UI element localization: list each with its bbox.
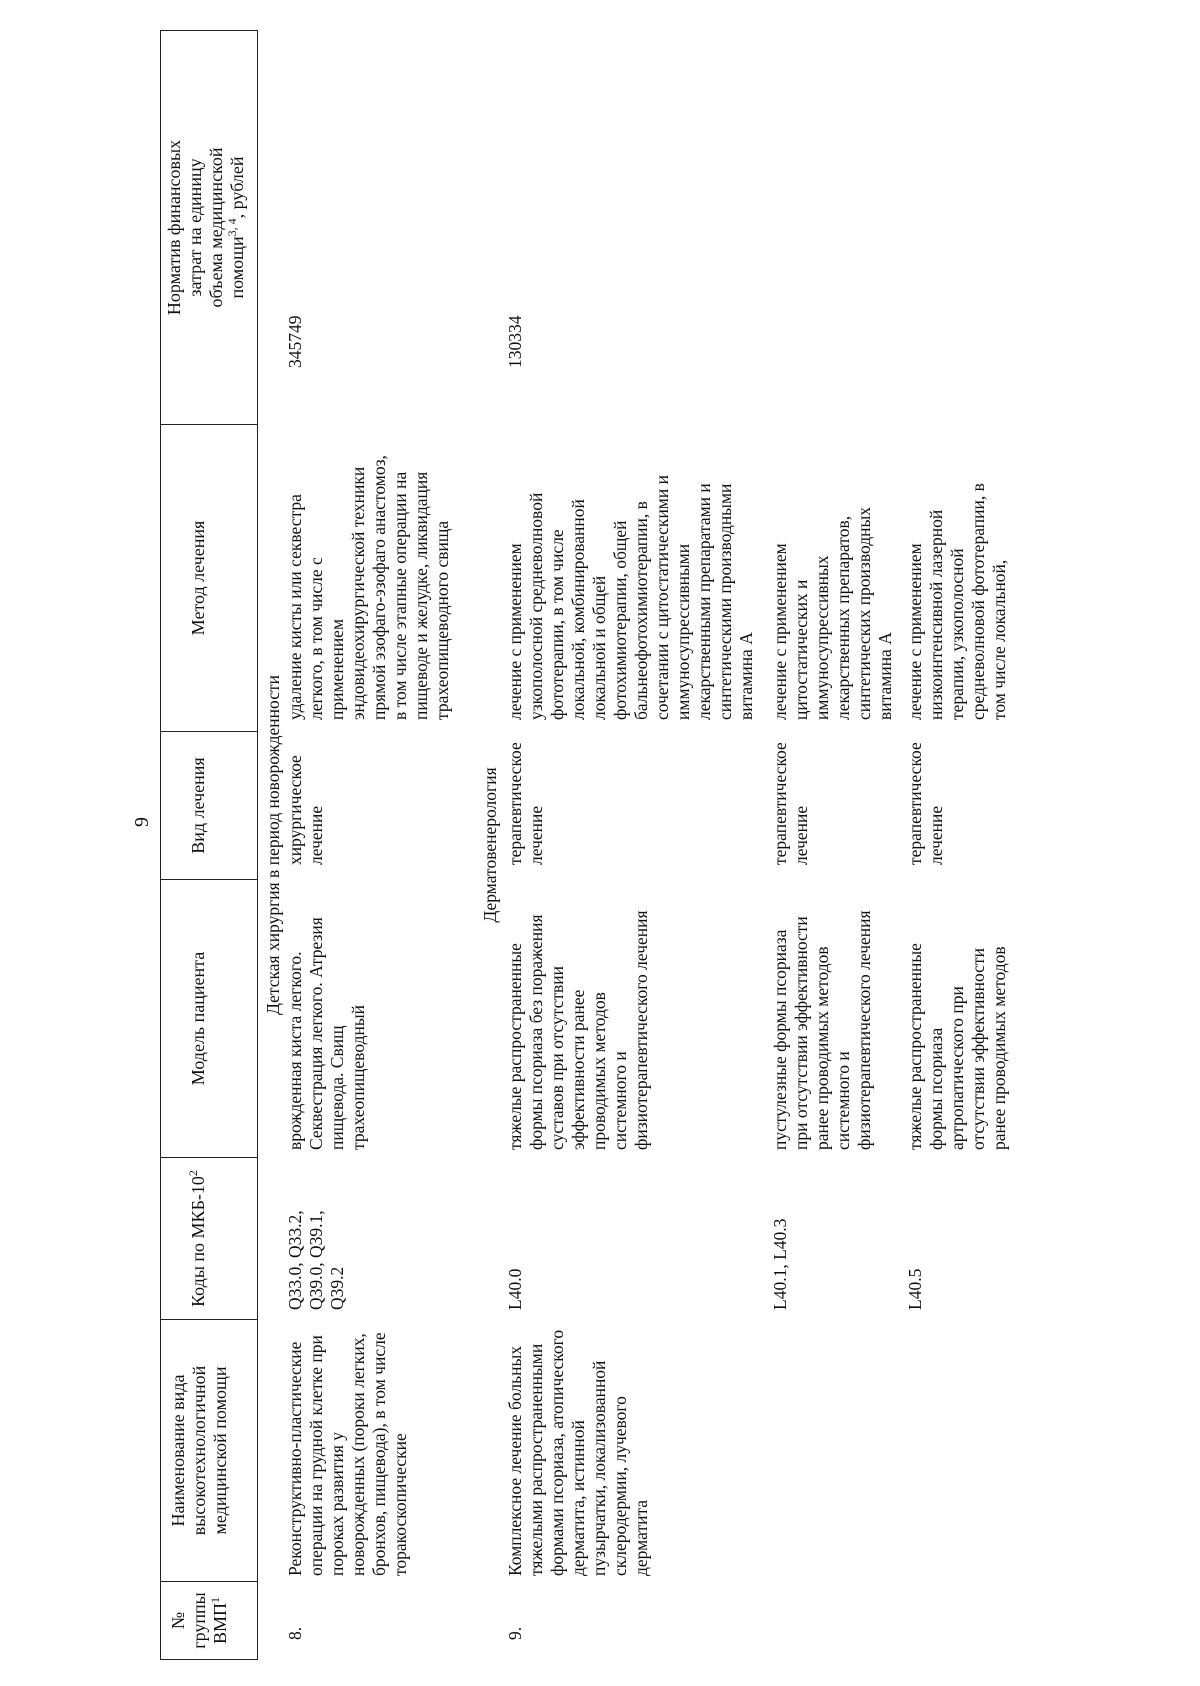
section-title: Дерматовенерология — [480, 767, 500, 923]
header-top-border — [160, 30, 161, 1660]
header-bottom-border — [257, 30, 258, 1660]
row-codes: Q33.0, Q33.2, Q39.0, Q39.1, Q39.2 — [285, 1210, 347, 1310]
header-model: Модель пациента — [188, 951, 208, 1086]
section-title: Детская хирургия в период новорожденности — [263, 674, 283, 1016]
header-cost: Норматив финансовых затрат на единицу объема медицинской помощи$^{3, 4}$, рублей — [164, 139, 247, 316]
row-cost: 130334 — [505, 315, 525, 368]
row-name: Комплексное лечение больных тяжелыми распространенными формами псориаза, атопического дерматита, истинной пузырчатки, локализованной склеродермии, лучевого дерматита — [505, 1329, 651, 1576]
row-name: Реконструктивно-пластические операции на грудной клетке при пороках развития у новорожденных (пороки легких, бронхов, пищевода), в том числе торакоскопические — [285, 1332, 410, 1576]
row-method: лечение с применением цитостатических и иммуносупрессивных лекарственных препаратов, синтетических производных витамина А — [770, 507, 895, 720]
row-model: тяжелые распространенные формы псориаза без поражения суставов при отсутствии эффективности ранее проводимых методов системного и физиотерапевтического лечения — [505, 910, 651, 1150]
row-model: тяжелые распространенные формы псориаза артропатического при отсутствии эффективности ранее проводимых методов — [905, 943, 1009, 1150]
row-group-number: 9. — [505, 1626, 525, 1640]
row-method: лечение с применением низкоинтенсивной лазерной терапии, узкополосной средневолновой фототерапии, в том числе локальной, — [905, 483, 1009, 720]
row-type: терапевтическое лечение — [770, 742, 811, 865]
row-method: удаление кисты или секвестра легкого, в том числе с применением эндовидеохирургической техники прямой эзофаго-эзофаго анастомоз, в том числе этапные операции на пищеводе и желудке, ликвидация трахеопищеводного свища — [285, 455, 452, 720]
row-group-number: 8. — [285, 1626, 305, 1640]
table-left-border — [160, 1659, 258, 1660]
row-type: терапевтическое лечение — [905, 742, 946, 865]
row-cost: 345749 — [285, 315, 305, 368]
header-type: Вид лечения — [188, 757, 208, 854]
document-table — [160, 30, 1190, 1660]
header-method: Метод лечения — [188, 520, 208, 636]
page-number: 9 — [131, 817, 153, 827]
row-type: терапевтическое лечение — [505, 742, 546, 865]
header-name: Наименование вида высокотехнологичной медицинской помощи — [168, 1365, 230, 1536]
row-codes: L40.5 — [905, 1268, 925, 1310]
row-model: пустулезные формы псориаза при отсутствии эффективности ранее проводимых методов системного и физиотерапевтического лечения — [770, 910, 874, 1150]
header-codes: Коды по МКБ-$10^2$ — [186, 1170, 208, 1307]
row-model: врожденная киста легкого. Секвестрация легкого. Атрезия пищевода. Свищ трахеопищеводный — [285, 917, 368, 1150]
row-codes: L40.0 — [505, 1268, 525, 1310]
header-group-number: № группы ВМП$^1$ — [168, 1592, 230, 1649]
row-codes: L40.1, L40.3 — [770, 1218, 790, 1310]
row-method: лечение с применением узкополосной средневолновой фототерапии, в том числе локальной, комбинированной локальной и общей фотохимиотерапии, общей бальнеофотохимиотерапии, в сочетании с цитостатическими и иммуносупрессивными лекарственными препаратами и синтетическими производными витамина А — [505, 475, 756, 720]
row-type: хирургическое лечение — [285, 755, 326, 865]
